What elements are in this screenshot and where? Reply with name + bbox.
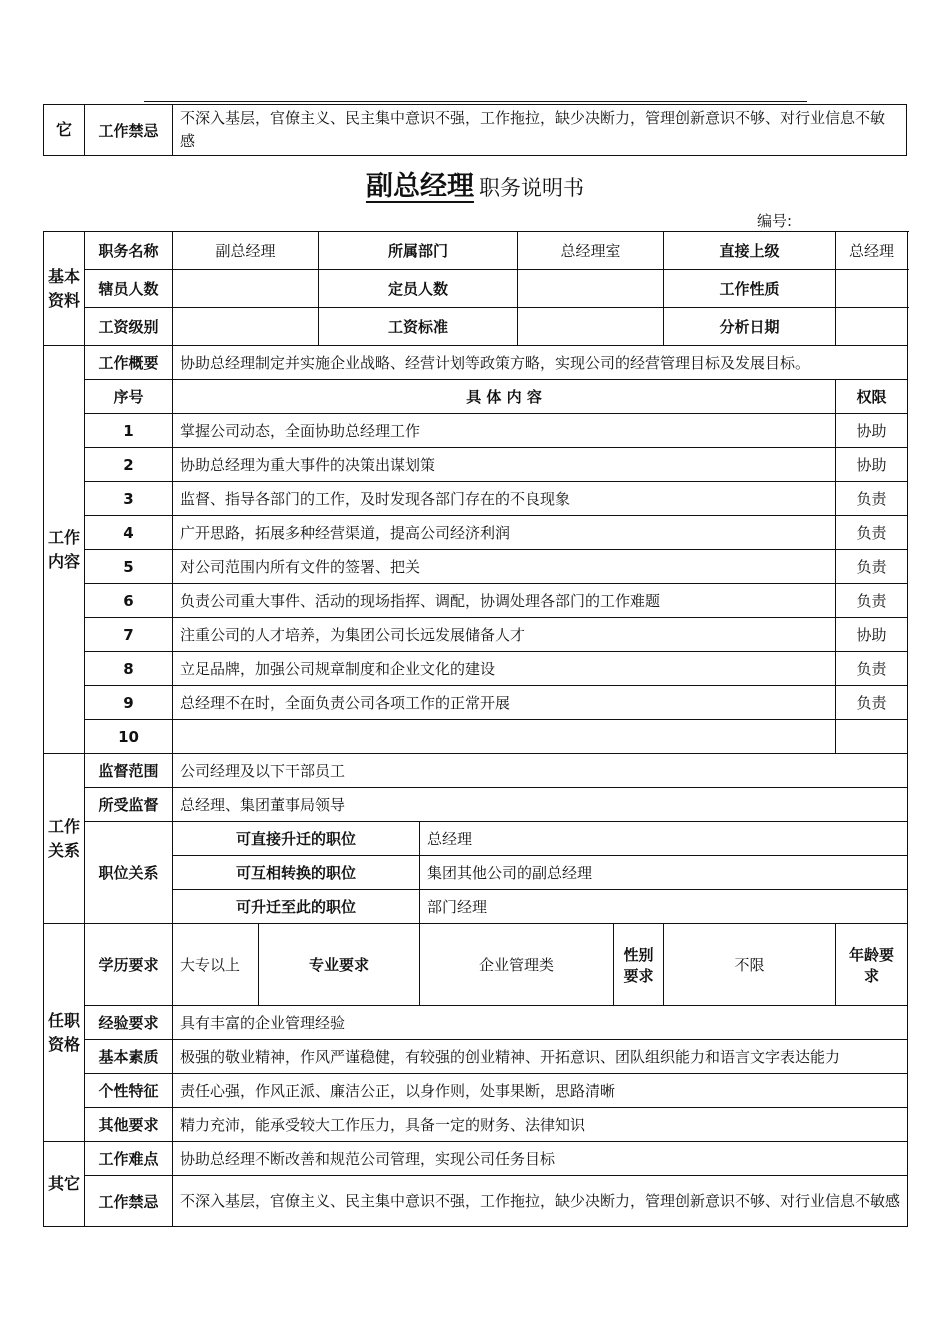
item-auth: 负责 <box>836 652 908 686</box>
position-value: 部门经理 <box>420 890 908 924</box>
section-label-other: 其它 <box>44 1142 85 1227</box>
section-label-work: 工作内容 <box>44 346 85 754</box>
item-no: 3 <box>85 482 173 516</box>
basic-value: 总经理 <box>836 232 908 270</box>
taboo-value: 不深入基层，官僚主义、民主集中意识不强，工作拖拉，缺少决断力，管理创新意识不够、对行业信息不敏感 <box>173 1176 908 1227</box>
position-type-label: 可升迁至此的职位 <box>173 890 420 924</box>
item-content: 掌握公司动态，全面协助总经理工作 <box>173 414 836 448</box>
item-no: 7 <box>85 618 173 652</box>
title-main: 副总经理 <box>365 171 474 202</box>
item-auth: 协助 <box>836 414 908 448</box>
section-label-relations: 工作关系 <box>44 754 85 924</box>
basic-label: 工作性质 <box>664 270 836 308</box>
basic-value: 总经理室 <box>518 232 664 270</box>
other-row <box>44 1176 908 1227</box>
qualification-row <box>44 924 908 1006</box>
item-content: 负责公司重大事件、活动的现场指挥、调配，协调处理各部门的工作难题 <box>173 584 836 618</box>
work-item-row <box>44 652 908 686</box>
item-content: 注重公司的人才培养，为集团公司长远发展储备人才 <box>173 618 836 652</box>
carry-over-table <box>43 104 907 156</box>
basic-value <box>836 308 908 346</box>
relation-row <box>44 754 908 788</box>
gender-value: 不限 <box>664 924 836 1006</box>
work-item-row <box>44 584 908 618</box>
carry-over-row <box>44 105 907 156</box>
scope-label: 监督范围 <box>85 754 173 788</box>
item-auth <box>836 720 908 754</box>
item-no: 1 <box>85 414 173 448</box>
position-label: 职位关系 <box>85 822 173 924</box>
supervised-value: 总经理、集团董事局领导 <box>173 788 908 822</box>
position-type-label: 可互相转换的职位 <box>173 856 420 890</box>
item-content: 监督、指导各部门的工作，及时发现各部门存在的不良现象 <box>173 482 836 516</box>
basic-value <box>173 308 319 346</box>
item-auth: 负责 <box>836 516 908 550</box>
item-content <box>173 720 836 754</box>
basic-label: 所属部门 <box>319 232 518 270</box>
work-item-row <box>44 686 908 720</box>
basic-value <box>518 308 664 346</box>
basic-label: 定员人数 <box>319 270 518 308</box>
work-item-row <box>44 516 908 550</box>
item-no: 9 <box>85 686 173 720</box>
basic-label: 分析日期 <box>664 308 836 346</box>
position-row <box>44 822 908 856</box>
edu-value: 大专以上 <box>173 924 259 1006</box>
section-label-basic: 基本资料 <box>44 232 85 346</box>
qualification-row <box>44 1040 908 1074</box>
position-row <box>44 856 908 890</box>
item-auth: 协助 <box>836 618 908 652</box>
item-auth: 负责 <box>836 482 908 516</box>
item-no: 8 <box>85 652 173 686</box>
section-label-other-partial: 它 <box>44 105 85 156</box>
basic-value: 副总经理 <box>173 232 319 270</box>
basic-value <box>518 270 664 308</box>
item-no: 5 <box>85 550 173 584</box>
work-overview-row <box>44 346 908 380</box>
taboo-label: 工作禁忌 <box>85 1176 173 1227</box>
basic-label: 工资级别 <box>85 308 173 346</box>
title-sub: 职务说明书 <box>479 176 585 200</box>
position-row <box>44 890 908 924</box>
item-content: 立足品牌，加强公司规章制度和企业文化的建设 <box>173 652 836 686</box>
position-value: 总经理 <box>420 822 908 856</box>
work-item-row <box>44 448 908 482</box>
taboo-label: 工作禁忌 <box>85 105 173 156</box>
overview-text: 协助总经理制定并实施企业战略、经营计划等政策方略，实现公司的经营管理目标及发展目标。 <box>173 346 908 380</box>
item-no: 6 <box>85 584 173 618</box>
basic-value <box>836 270 908 308</box>
work-header-row <box>44 380 908 414</box>
item-content: 广开思路，拓展多种经营渠道，提高公司经济利润 <box>173 516 836 550</box>
qualification-row <box>44 1108 908 1142</box>
qualification-label: 个性特征 <box>85 1074 173 1108</box>
basic-label: 直接上级 <box>664 232 836 270</box>
other-row <box>44 1142 908 1176</box>
basic-label: 工资标准 <box>319 308 518 346</box>
qualification-value: 具有丰富的企业管理经验 <box>173 1006 908 1040</box>
basic-label: 辖员人数 <box>85 270 173 308</box>
work-item-row <box>44 482 908 516</box>
age-label: 年龄要求 <box>836 924 908 1006</box>
job-description-table <box>43 231 908 1227</box>
major-label: 专业要求 <box>259 924 420 1006</box>
item-auth: 协助 <box>836 448 908 482</box>
taboo-text: 不深入基层，官僚主义、民主集中意识不强，工作拖拉，缺少决断力，管理创新意识不够、对行业信息不敏感 <box>173 105 907 156</box>
qualification-label: 基本素质 <box>85 1040 173 1074</box>
difficulty-label: 工作难点 <box>85 1142 173 1176</box>
item-auth: 负责 <box>836 550 908 584</box>
major-value: 企业管理类 <box>420 924 614 1006</box>
header-no: 序号 <box>85 380 173 414</box>
doc-code-label: 编号: <box>757 212 793 230</box>
gender-label: 性别要求 <box>614 924 664 1006</box>
supervised-label: 所受监督 <box>85 788 173 822</box>
position-value: 集团其他公司的副总经理 <box>420 856 908 890</box>
basic-value <box>173 270 319 308</box>
work-item-row <box>44 414 908 448</box>
scope-value: 公司经理及以下干部员工 <box>173 754 908 788</box>
qualification-value: 精力充沛，能承受较大工作压力，具备一定的财务、法律知识 <box>173 1108 908 1142</box>
work-item-row <box>44 550 908 584</box>
position-type-label: 可直接升迁的职位 <box>173 822 420 856</box>
item-content: 总经理不在时，全面负责公司各项工作的正常开展 <box>173 686 836 720</box>
document-title <box>0 164 950 203</box>
qualification-row <box>44 1074 908 1108</box>
item-no: 2 <box>85 448 173 482</box>
header-auth: 权限 <box>836 380 908 414</box>
qualification-label: 经验要求 <box>85 1006 173 1040</box>
qualification-row <box>44 1006 908 1040</box>
qualification-value: 极强的敬业精神，作风严谨稳健，有较强的创业精神、开拓意识、团队组织能力和语言文字表达能力 <box>173 1040 908 1074</box>
item-content: 对公司范围内所有文件的签署、把关 <box>173 550 836 584</box>
edu-label: 学历要求 <box>85 924 173 1006</box>
section-label-qualification: 任职资格 <box>44 924 85 1142</box>
qualification-label: 其他要求 <box>85 1108 173 1142</box>
difficulty-value: 协助总经理不断改善和规范公司管理，实现公司任务目标 <box>173 1142 908 1176</box>
item-no: 10 <box>85 720 173 754</box>
basic-label: 职务名称 <box>85 232 173 270</box>
work-item-row <box>44 618 908 652</box>
basic-row <box>44 232 908 270</box>
item-content: 协助总经理为重大事件的决策出谋划策 <box>173 448 836 482</box>
basic-row <box>44 270 908 308</box>
item-no: 4 <box>85 516 173 550</box>
work-item-row <box>44 720 908 754</box>
item-auth: 负责 <box>836 584 908 618</box>
header-content: 具 体 内 容 <box>173 380 836 414</box>
item-auth: 负责 <box>836 686 908 720</box>
top-divider-line <box>144 101 807 102</box>
basic-row <box>44 308 908 346</box>
qualification-value: 责任心强，作风正派、廉洁公正，以身作则，处事果断，思路清晰 <box>173 1074 908 1108</box>
relation-row <box>44 788 908 822</box>
overview-label: 工作概要 <box>85 346 173 380</box>
